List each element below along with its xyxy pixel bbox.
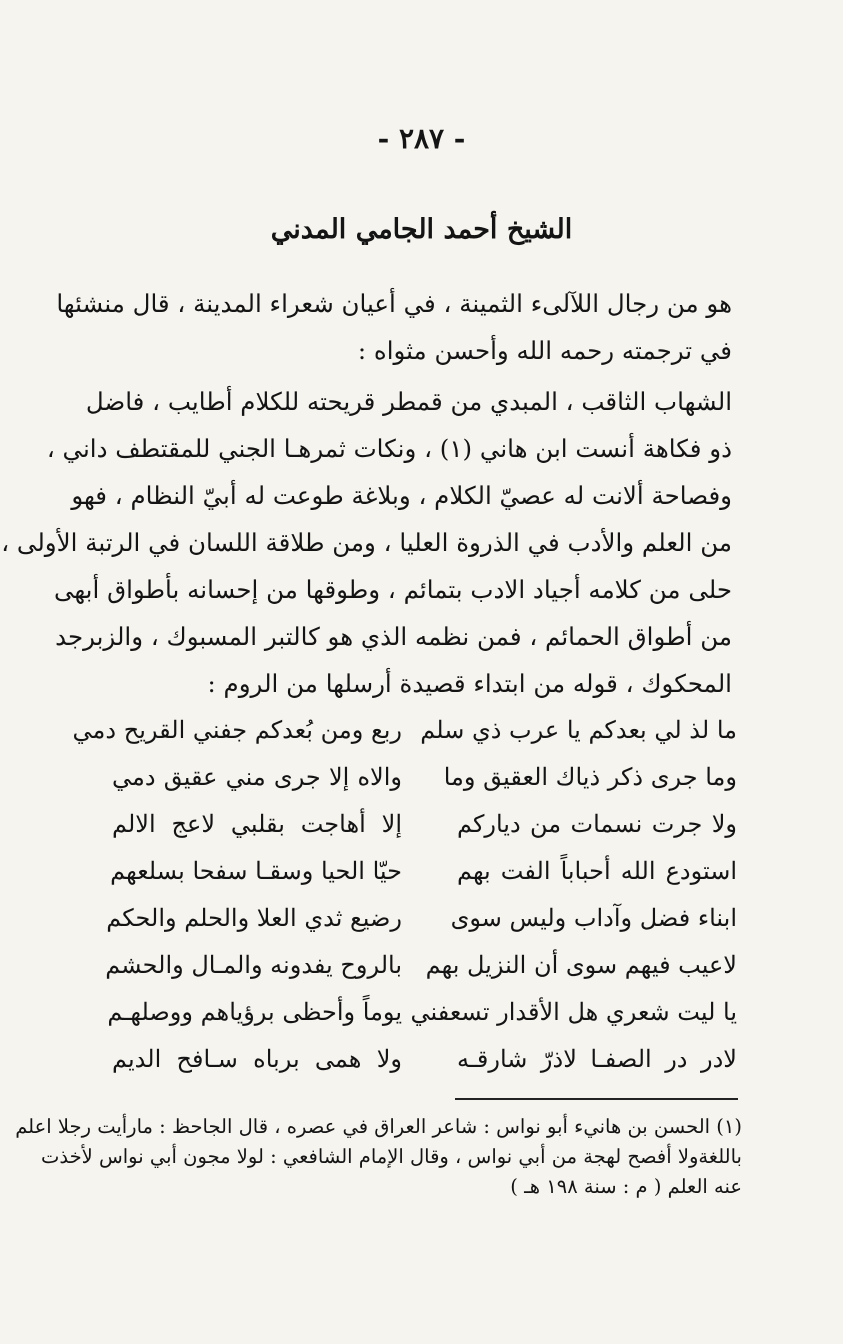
poem-verse: [106, 904, 737, 951]
bio-line: ذو فكاهة أنست ابن هاني (١) ، ونكات ثمرهـا الجني للمقتطف داني ،: [46, 434, 732, 463]
verse-second-hemistich: ربع ومن بُعدكم جفني القريح دمي: [72, 716, 402, 744]
verse-first-hemistich: ما لذ لي بعدكم يا عرب ذي سلم: [420, 716, 737, 744]
bio-line: الشهاب الثاقب ، المبدي من قمطر قريحته للكلام أطايب ، فاضل: [85, 387, 732, 416]
poem-verse: [112, 857, 737, 904]
footnote-line: باللغةولا أفصح لهجة من أبي نواس ، وقال الإمام الشافعي : لولا مجون أبي نواس لأخذت: [40, 1145, 742, 1168]
footnote-divider: [455, 1098, 738, 1100]
poem-verse: [112, 1045, 737, 1092]
footnote: [15, 1112, 742, 1202]
verse-second-hemistich: والاه إلا جرى مني عقيق دمي: [112, 763, 402, 791]
intro-paragraph: [56, 280, 732, 374]
verse-first-hemistich: لادر در الصفـا لاذرّ شارقـه: [457, 1045, 737, 1073]
verse-second-hemistich: إلا أهاجت بقلبي لاعج الالم: [112, 810, 402, 838]
verse-first-hemistich: يا ليت شعري هل الأقدار تسعفني: [410, 998, 737, 1026]
verse-second-hemistich: بالروح يفدونه والمـال والحشم: [105, 951, 402, 979]
footnote-line: عنه العلم ( م : سنة ١٩٨ هـ ): [510, 1175, 742, 1198]
bio-line: المحكوك ، قوله من ابتداء قصيدة أرسلها من الروم :: [207, 669, 732, 698]
poem-verse: [112, 763, 737, 810]
intro-line: هو من رجال اللآلىء الثمينة ، في أعيان شعراء المدينة ، قال منشئها: [56, 289, 732, 318]
bio-line: من العلم والأدب في الذروة العليا ، ومن طلاقة اللسان في الرتبة الأولى ،: [1, 528, 732, 557]
verse-first-hemistich: ولا جرت نسمات من دياركم: [457, 810, 737, 838]
verse-first-hemistich: ابناء فضل وآداب وليس سوى: [450, 904, 737, 932]
poem-verse: [72, 716, 737, 763]
verse-second-hemistich: رضيع ثدي العلا والحلم والحكم: [106, 904, 402, 932]
bio-line: من أطواق الحمائم ، فمن نظمه الذي هو كالتبر المسبوك ، والزبرجد: [55, 622, 732, 651]
verse-first-hemistich: لاعيب فيهم سوى أن النزيل بهم: [425, 951, 737, 979]
bio-line: وفصاحة ألانت له عصيّ الكلام ، وبلاغة طوعت له أبيّ النظام ، فهو: [71, 481, 732, 510]
verse-second-hemistich: حيّا الحيا وسقـا سفحا بسلعهم: [110, 857, 402, 885]
footnote-line: (١) الحسن بن هانيء أبو نواس : شاعر العراق في عصره ، قال الجاحظ : مارأيت رجلا اعلم: [15, 1115, 742, 1138]
poem-verse: [107, 998, 737, 1045]
section-title: الشيخ أحمد الجامي المدني: [270, 214, 573, 245]
page-number: - ٢٨٧ -: [377, 122, 466, 155]
poem-verse: [105, 951, 737, 998]
verse-second-hemistich: يوماً وأحظى برؤياهم ووصلهـم: [107, 998, 402, 1026]
poem-verse: [112, 810, 737, 857]
intro-line: في ترجمته رحمه الله وأحسن مثواه :: [357, 336, 732, 365]
verse-second-hemistich: ولا همى برباه سـافح الديم: [112, 1045, 402, 1073]
verse-first-hemistich: استودع الله أحباباً الفت بهم: [457, 857, 737, 885]
bio-line: حلى من كلامه أجياد الادب بتمائم ، وطوقها من إحسانه بأطواق أبهى: [53, 575, 732, 604]
biography-paragraph: [1, 378, 732, 707]
verse-first-hemistich: وما جرى ذكر ذياك العقيق وما: [443, 763, 737, 791]
poem: [72, 716, 737, 1092]
